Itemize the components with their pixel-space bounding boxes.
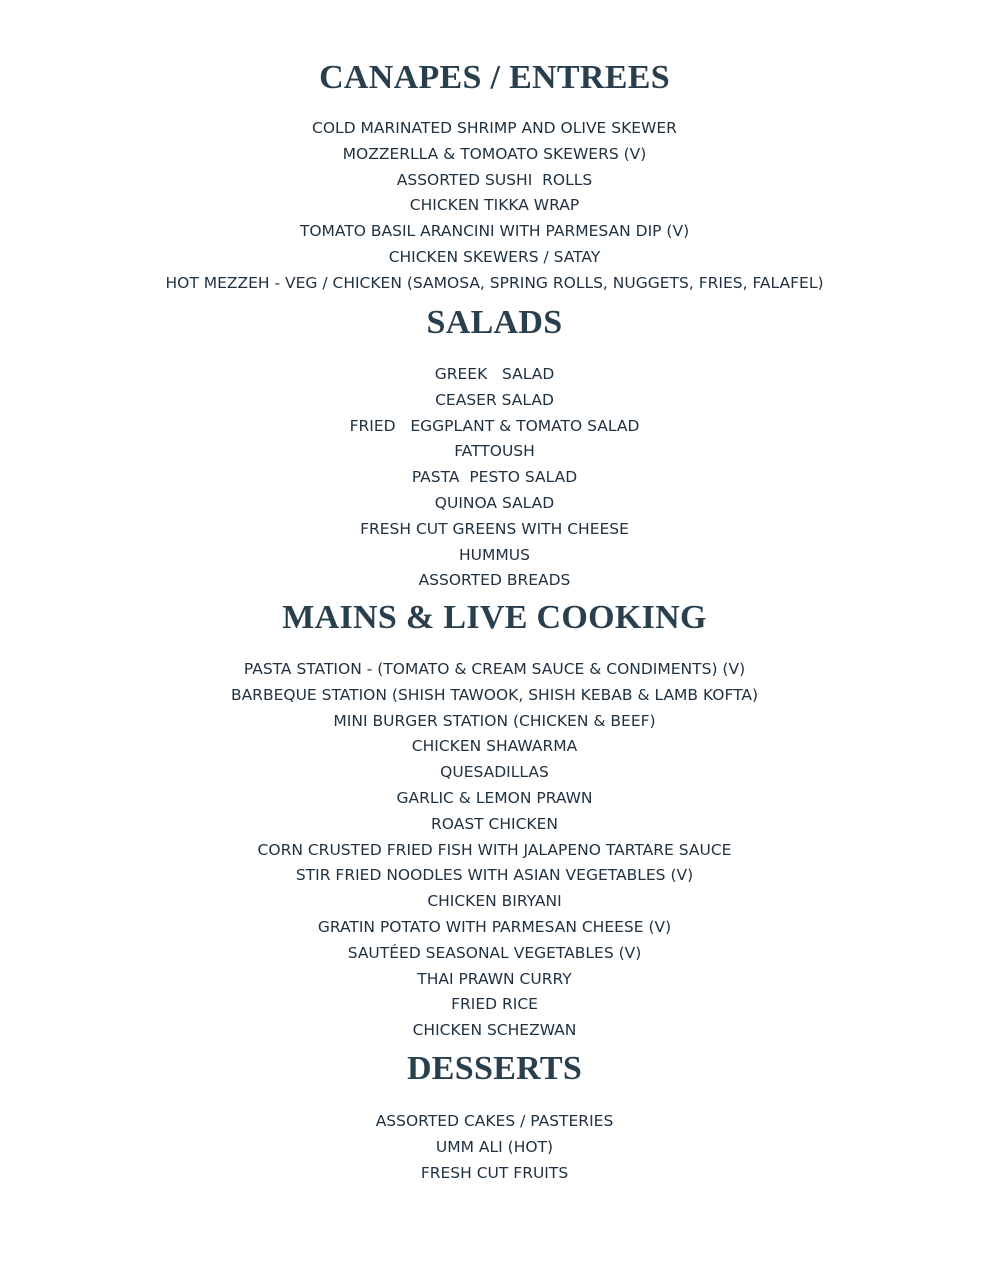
menu-item: COLD MARINATED SHRIMP AND OLIVE SKEWER	[312, 119, 677, 137]
section-heading-canapes-entrees: CANAPES / ENTREES	[319, 59, 670, 96]
menu-item: QUESADILLAS	[440, 763, 549, 782]
menu-item: QUINOA SALAD	[434, 493, 555, 512]
section-heading-desserts: DESSERTS	[406, 1050, 583, 1087]
menu-item: FATTOUSH	[454, 442, 535, 461]
menu-item: MINI BURGER STATION (CHICKEN & BEEF)	[333, 711, 656, 730]
menu-item: THAI PRAWN CURRY	[417, 969, 572, 988]
menu-list-salads	[0, 362, 989, 594]
menu-item: ASSORTED BREADS	[418, 571, 571, 590]
menu-list-desserts	[0, 1109, 989, 1186]
section-salads	[0, 303, 989, 594]
menu-list-canapes-entrees	[0, 116, 989, 297]
menu-item: CORN CRUSTED FRIED FISH WITH JALAPENO TARTARE SAUCE	[257, 840, 732, 859]
section-heading-mains-live-cooking: MAINS & LIVE COOKING	[282, 599, 707, 636]
menu-item: CHICKEN BIRYANI	[427, 892, 562, 911]
menu-item: HUMMUS	[459, 545, 530, 564]
menu-item: HOT MEZZEH - VEG / CHICKEN (SAMOSA, SPRING ROLLS, NUGGETS, FRIES, FALAFEL)	[165, 273, 824, 292]
menu-item: FRIED EGGPLANT & TOMATO SALAD	[349, 416, 640, 435]
section-mains-live-cooking	[0, 598, 989, 1044]
menu-item: STIR FRIED NOODLES WITH ASIAN VEGETABLES (V)	[295, 866, 694, 885]
section-canapes-entrees	[0, 58, 989, 297]
menu-item: BARBEQUE STATION (SHISH TAWOOK, SHISH KEBAB & LAMB KOFTA)	[230, 685, 759, 704]
menu-item: ROAST CHICKEN	[431, 814, 558, 833]
menu-item: FRIED RICE	[451, 995, 538, 1014]
menu-item: FRESH CUT FRUITS	[420, 1163, 569, 1182]
menu-item: CEASER SALAD	[435, 390, 554, 409]
menu-item: PASTA PESTO SALAD	[411, 468, 578, 487]
menu-item: ASSORTED CAKES / PASTERIES	[375, 1112, 614, 1130]
menu-item: TOMATO BASIL ARANCINI WITH PARMESAN DIP (V)	[299, 222, 690, 241]
menu-item: CHICKEN SKEWERS / SATAY	[388, 247, 601, 266]
menu-item: MOZZERLLA & TOMOATO SKEWERS (V)	[342, 144, 647, 163]
menu-item: FRESH CUT GREENS WITH CHEESE	[360, 519, 629, 538]
section-desserts	[0, 1049, 989, 1186]
menu-item: CHICKEN SCHEZWAN	[412, 1021, 577, 1040]
menu-item: GREEK SALAD	[434, 365, 555, 383]
menu-item: SAUTÉED SEASONAL VEGETABLES (V)	[347, 943, 642, 962]
section-heading-salads: SALADS	[426, 304, 563, 341]
menu-item: CHICKEN TIKKA WRAP	[409, 196, 580, 215]
menu-item: CHICKEN SHAWARMA	[411, 737, 578, 756]
menu-item: GARLIC & LEMON PRAWN	[396, 788, 593, 807]
menu-item: UMM ALI (HOT)	[435, 1137, 554, 1156]
menu-item: GRATIN POTATO WITH PARMESAN CHEESE (V)	[317, 917, 672, 936]
menu-list-mains-live-cooking	[0, 657, 989, 1044]
menu-item: ASSORTED SUSHI ROLLS	[396, 170, 593, 189]
menu-item: PASTA STATION - (TOMATO & CREAM SAUCE & CONDIMENTS) (V)	[243, 660, 746, 678]
